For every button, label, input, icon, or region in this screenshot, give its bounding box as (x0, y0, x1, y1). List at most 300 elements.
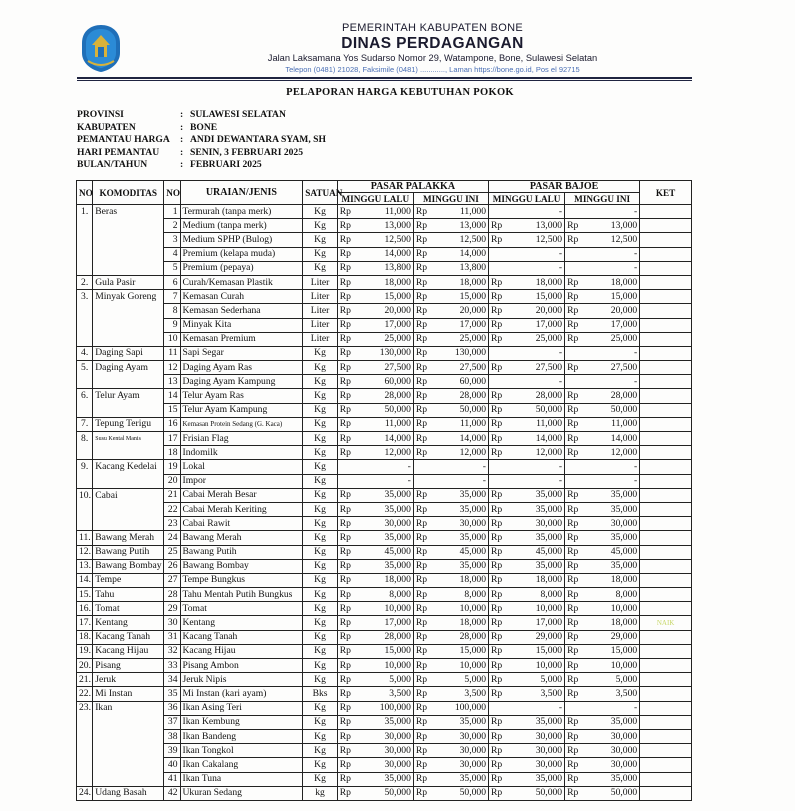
cell-price-bajoe-lalu: 35,000 (511, 488, 565, 502)
cell-price-palakka-ini: 3,500 (436, 687, 489, 701)
cell-satuan: Kg (303, 659, 338, 673)
cell-no: 13. (77, 559, 93, 573)
cell-currency: Rp (413, 573, 435, 587)
info-row-provinsi: PROVINSI : SULAWESI SELATAN (77, 109, 286, 120)
cell-currency: Rp (565, 559, 587, 573)
table-row (77, 715, 692, 729)
cell-currency: Rp (565, 758, 587, 772)
cell-currency: Rp (337, 502, 359, 516)
cell-currency: Rp (337, 446, 359, 460)
cell-ket (640, 729, 692, 743)
cell-currency: Rp (489, 233, 511, 247)
cell-no: 5. (77, 361, 93, 375)
cell-uraian: Telur Ayam Ras (180, 389, 303, 403)
cell-currency: Rp (489, 772, 511, 786)
cell-price-palakka-ini: 14,000 (436, 247, 489, 261)
cell-price-palakka-lalu: 10,000 (360, 602, 414, 616)
cell-currency: Rp (489, 588, 511, 602)
cell-currency: Rp (565, 361, 587, 375)
cell-no (77, 474, 93, 488)
cell-price-palakka-ini: 30,000 (436, 744, 489, 758)
cell-price-palakka-lalu: 35,000 (360, 559, 414, 573)
letterhead-contact: Telepon (0481) 21028, Faksimile (0481) ............, Laman https://bone.go.id, Pos el 92715 (285, 65, 580, 74)
cell-currency: Rp (565, 531, 587, 545)
cell-currency: Rp (565, 417, 587, 431)
cell-ket (640, 389, 692, 403)
table-row (77, 630, 692, 644)
cell-ket (640, 517, 692, 531)
cell-item-no: 25 (164, 545, 180, 559)
cell-no: 4. (77, 346, 93, 360)
cell-price-palakka-ini: 18,000 (436, 275, 489, 289)
info-row-pemantau: PEMANTAU HARGA : ANDI DEWANTARA SYAM, SH (77, 134, 326, 146)
cell-price-palakka-lalu: - (337, 474, 413, 488)
cell-price-bajoe-ini: 12,000 (587, 446, 640, 460)
cell-currency: Rp (489, 758, 511, 772)
cell-price-bajoe-lalu: 45,000 (511, 545, 565, 559)
cell-item-no: 16 (164, 417, 180, 431)
cell-price-bajoe-ini: 15,000 (587, 290, 640, 304)
cell-item-no: 7 (164, 290, 180, 304)
cell-komoditas: Pisang (93, 659, 164, 673)
cell-item-no: 41 (164, 772, 180, 786)
cell-price-palakka-ini: 12,000 (436, 446, 489, 460)
cell-currency: Rp (489, 318, 511, 332)
cell-satuan: Kg (303, 602, 338, 616)
table-row (77, 602, 692, 616)
letterhead-rule (77, 77, 692, 79)
cell-price-bajoe-lalu: 10,000 (511, 659, 565, 673)
cell-currency: Rp (337, 772, 359, 786)
cell-item-no: 11 (164, 346, 180, 360)
cell-ket (640, 602, 692, 616)
cell-komoditas (93, 744, 164, 758)
cell-price-palakka-ini: 35,000 (436, 531, 489, 545)
cell-currency: Rp (337, 545, 359, 559)
cell-uraian: Tahu Mentah Putih Bungkus (180, 588, 303, 602)
cell-price-palakka-lalu: 11,000 (360, 205, 414, 219)
cell-currency: Rp (413, 304, 435, 318)
cell-uraian: Cabai Merah Keriting (180, 502, 303, 516)
cell-ket (640, 772, 692, 786)
cell-currency: Rp (413, 488, 435, 502)
cell-ket (640, 488, 692, 502)
cell-komoditas: Tahu (93, 588, 164, 602)
cell-price-bajoe-ini: 35,000 (587, 772, 640, 786)
cell-currency: Rp (337, 304, 359, 318)
cell-currency: Rp (337, 573, 359, 587)
table-row (77, 304, 692, 318)
cell-ket (640, 474, 692, 488)
cell-price-bajoe-ini: 50,000 (587, 786, 640, 800)
cell-price-bajoe-ini: 50,000 (587, 403, 640, 417)
cell-price-bajoe-ini: - (565, 346, 640, 360)
cell-price-palakka-ini: 28,000 (436, 389, 489, 403)
table-row (77, 332, 692, 346)
cell-price-bajoe-ini: 5,000 (587, 673, 640, 687)
cell-uraian: Tomat (180, 602, 303, 616)
cell-komoditas: Tempe (93, 573, 164, 587)
cell-item-no: 23 (164, 517, 180, 531)
cell-currency: Rp (413, 786, 435, 800)
cell-no: 16. (77, 602, 93, 616)
table-row (77, 474, 692, 488)
cell-item-no: 17 (164, 432, 180, 446)
cell-uraian: Cabai Rawit (180, 517, 303, 531)
cell-currency: Rp (565, 588, 587, 602)
cell-price-palakka-lalu: 30,000 (360, 517, 414, 531)
cell-uraian: Kacang Tanah (180, 630, 303, 644)
table-row (77, 786, 692, 800)
cell-satuan: Kg (303, 474, 338, 488)
cell-satuan: Kg (303, 588, 338, 602)
cell-price-bajoe-lalu: 17,000 (511, 318, 565, 332)
cell-price-bajoe-lalu: 8,000 (511, 588, 565, 602)
cell-komoditas (93, 446, 164, 460)
cell-komoditas: Beras (93, 205, 164, 219)
cell-currency: Rp (337, 673, 359, 687)
cell-price-bajoe-ini: 17,000 (587, 318, 640, 332)
cell-item-no: 29 (164, 602, 180, 616)
cell-price-palakka-ini: 130,000 (436, 346, 489, 360)
cell-price-palakka-lalu: 35,000 (360, 488, 414, 502)
cell-komoditas (93, 261, 164, 275)
cell-price-bajoe-lalu: 30,000 (511, 729, 565, 743)
cell-item-no: 24 (164, 531, 180, 545)
cell-price-bajoe-lalu: 35,000 (511, 502, 565, 516)
cell-price-bajoe-lalu: 35,000 (511, 715, 565, 729)
cell-satuan: Kg (303, 389, 338, 403)
cell-currency: Rp (565, 630, 587, 644)
cell-price-palakka-ini: 8,000 (436, 588, 489, 602)
cell-uraian: Minyak Kita (180, 318, 303, 332)
cell-komoditas: Mi Instan (93, 687, 164, 701)
cell-ket (640, 375, 692, 389)
cell-price-bajoe-lalu: 30,000 (511, 758, 565, 772)
cell-price-bajoe-ini: 27,500 (587, 361, 640, 375)
cell-ket (640, 403, 692, 417)
cell-ket (640, 758, 692, 772)
cell-item-no: 26 (164, 559, 180, 573)
cell-satuan: Kg (303, 644, 338, 658)
cell-no (77, 318, 93, 332)
table-row (77, 545, 692, 559)
cell-komoditas: Kacang Tanah (93, 630, 164, 644)
cell-satuan: Kg (303, 673, 338, 687)
cell-currency: Rp (489, 332, 511, 346)
cell-currency: Rp (489, 630, 511, 644)
cell-satuan: Kg (303, 545, 338, 559)
cell-currency: Rp (337, 247, 359, 261)
cell-ket (640, 502, 692, 516)
cell-satuan: Kg (303, 531, 338, 545)
cell-price-bajoe-lalu: - (489, 247, 565, 261)
header-satuan: SATUAN (303, 181, 338, 205)
cell-item-no: 28 (164, 588, 180, 602)
cell-currency: Rp (413, 290, 435, 304)
cell-currency: Rp (565, 687, 587, 701)
header-no: NO (77, 181, 93, 205)
cell-price-palakka-ini: 25,000 (436, 332, 489, 346)
cell-price-bajoe-ini: 12,500 (587, 233, 640, 247)
cell-currency: Rp (413, 701, 435, 715)
table-row (77, 446, 692, 460)
cell-price-palakka-ini: 15,000 (436, 290, 489, 304)
cell-satuan: Kg (303, 488, 338, 502)
cell-satuan: Liter (303, 275, 338, 289)
cell-satuan: Bks (303, 687, 338, 701)
cell-satuan: Liter (303, 332, 338, 346)
cell-price-palakka-ini: 13,800 (436, 261, 489, 275)
table-row (77, 261, 692, 275)
cell-komoditas (93, 247, 164, 261)
cell-currency: Rp (337, 659, 359, 673)
cell-price-palakka-lalu: 15,000 (360, 290, 414, 304)
cell-no (77, 502, 93, 516)
cell-satuan: Kg (303, 573, 338, 587)
cell-price-bajoe-ini: 30,000 (587, 729, 640, 743)
cell-currency: Rp (489, 304, 511, 318)
cell-price-bajoe-ini: 18,000 (587, 573, 640, 587)
cell-item-no: 37 (164, 715, 180, 729)
cell-price-bajoe-lalu: - (489, 205, 565, 219)
cell-satuan: Kg (303, 361, 338, 375)
cell-currency: Rp (489, 659, 511, 673)
cell-price-bajoe-lalu: 25,000 (511, 332, 565, 346)
cell-price-bajoe-ini: 35,000 (587, 488, 640, 502)
table-row (77, 460, 692, 474)
price-table-body (77, 205, 692, 801)
cell-price-bajoe-lalu: 10,000 (511, 602, 565, 616)
cell-item-no: 38 (164, 729, 180, 743)
cell-no (77, 261, 93, 275)
cell-currency: Rp (337, 531, 359, 545)
cell-no: 6. (77, 389, 93, 403)
cell-price-bajoe-lalu: 18,000 (511, 573, 565, 587)
table-row (77, 432, 692, 446)
cell-currency: Rp (565, 233, 587, 247)
cell-komoditas: Jeruk (93, 673, 164, 687)
table-row (77, 219, 692, 233)
cell-item-no: 14 (164, 389, 180, 403)
cell-currency: Rp (565, 772, 587, 786)
cell-price-bajoe-ini: - (565, 375, 640, 389)
cell-currency: Rp (337, 588, 359, 602)
cell-satuan: Kg (303, 744, 338, 758)
cell-price-bajoe-lalu: - (489, 474, 565, 488)
cell-no: 8. (77, 432, 93, 446)
cell-price-bajoe-lalu: 18,000 (511, 275, 565, 289)
cell-ket (640, 275, 692, 289)
cell-uraian: Ikan Kembung (180, 715, 303, 729)
cell-price-palakka-ini: 17,000 (436, 318, 489, 332)
cell-currency: Rp (565, 715, 587, 729)
cell-price-palakka-ini: 5,000 (436, 673, 489, 687)
cell-price-palakka-lalu: 35,000 (360, 531, 414, 545)
cell-price-palakka-lalu: 13,000 (360, 219, 414, 233)
cell-komoditas: Udang Basah (93, 786, 164, 800)
cell-satuan: Liter (303, 318, 338, 332)
cell-currency: Rp (489, 687, 511, 701)
cell-no (77, 446, 93, 460)
cell-price-palakka-lalu: 30,000 (360, 729, 414, 743)
header-bajoe-minggu-lalu: MINGGU LALU (489, 193, 565, 205)
cell-item-no: 39 (164, 744, 180, 758)
cell-currency: Rp (413, 644, 435, 658)
cell-currency: Rp (489, 644, 511, 658)
table-row (77, 744, 692, 758)
cell-currency: Rp (489, 573, 511, 587)
cell-ket (640, 687, 692, 701)
cell-ket (640, 304, 692, 318)
table-row (77, 275, 692, 289)
cell-price-bajoe-lalu: - (489, 701, 565, 715)
cell-currency: Rp (565, 729, 587, 743)
cell-uraian: Medium (tanpa merk) (180, 219, 303, 233)
cell-currency: Rp (565, 616, 587, 630)
cell-komoditas (93, 729, 164, 743)
cell-komoditas: Bawang Merah (93, 531, 164, 545)
cell-uraian: Kentang (180, 616, 303, 630)
cell-komoditas (93, 474, 164, 488)
cell-satuan: Kg (303, 559, 338, 573)
cell-item-no: 4 (164, 247, 180, 261)
cell-currency: Rp (337, 346, 359, 360)
cell-currency: Rp (337, 332, 359, 346)
cell-satuan: Kg (303, 205, 338, 219)
cell-item-no: 10 (164, 332, 180, 346)
cell-komoditas: Tomat (93, 602, 164, 616)
cell-currency: Rp (413, 332, 435, 346)
cell-currency: Rp (489, 389, 511, 403)
cell-no (77, 744, 93, 758)
cell-price-bajoe-lalu: - (489, 346, 565, 360)
cell-komoditas (93, 772, 164, 786)
cell-uraian: Jeruk Nipis (180, 673, 303, 687)
header-uraian: URAIAN/JENIS (180, 181, 303, 205)
cell-item-no: 12 (164, 361, 180, 375)
table-row (77, 403, 692, 417)
cell-no: 14. (77, 573, 93, 587)
cell-item-no: 30 (164, 616, 180, 630)
cell-currency: Rp (565, 744, 587, 758)
cell-price-palakka-lalu: 50,000 (360, 403, 414, 417)
cell-komoditas: Bawang Bombay (93, 559, 164, 573)
cell-price-palakka-lalu: 100,000 (360, 701, 414, 715)
cell-item-no: 1 (164, 205, 180, 219)
cell-komoditas: Kacang Hijau (93, 644, 164, 658)
cell-price-bajoe-ini: 20,000 (587, 304, 640, 318)
cell-price-bajoe-lalu: 27,500 (511, 361, 565, 375)
cell-currency: Rp (413, 375, 435, 389)
cell-currency: Rp (413, 247, 435, 261)
cell-currency: Rp (489, 502, 511, 516)
cell-uraian: Premium (kelapa muda) (180, 247, 303, 261)
cell-price-palakka-lalu: 14,000 (360, 247, 414, 261)
cell-currency: Rp (413, 432, 435, 446)
cell-ket (640, 630, 692, 644)
cell-uraian: Ikan Tuna (180, 772, 303, 786)
cell-currency: Rp (337, 616, 359, 630)
cell-ket (640, 247, 692, 261)
cell-no: 21. (77, 673, 93, 687)
cell-currency: Rp (337, 205, 359, 219)
cell-komoditas: Kacang Kedelai (93, 460, 164, 474)
table-row (77, 233, 692, 247)
table-row (77, 318, 692, 332)
cell-komoditas (93, 758, 164, 772)
cell-no: 19. (77, 644, 93, 658)
cell-currency: Rp (337, 488, 359, 502)
cell-price-palakka-ini: 14,000 (436, 432, 489, 446)
cell-price-palakka-ini: 35,000 (436, 772, 489, 786)
cell-price-palakka-ini: 15,000 (436, 644, 489, 658)
cell-currency: Rp (337, 403, 359, 417)
cell-currency: Rp (337, 517, 359, 531)
cell-uraian: Daging Ayam Ras (180, 361, 303, 375)
cell-currency: Rp (337, 687, 359, 701)
cell-price-bajoe-lalu: 11,000 (511, 417, 565, 431)
cell-ket (640, 644, 692, 658)
cell-price-bajoe-ini: 45,000 (587, 545, 640, 559)
cell-price-palakka-lalu: 18,000 (360, 573, 414, 587)
cell-no: 20. (77, 659, 93, 673)
cell-ket (640, 701, 692, 715)
cell-currency: Rp (413, 715, 435, 729)
cell-komoditas: Cabai (93, 488, 164, 502)
cell-currency: Rp (565, 332, 587, 346)
cell-satuan: Kg (303, 261, 338, 275)
cell-price-palakka-lalu: 35,000 (360, 772, 414, 786)
cell-currency: Rp (413, 403, 435, 417)
header-pasar-bajoe: PASAR BAJOE (489, 181, 640, 193)
cell-currency: Rp (413, 772, 435, 786)
cell-price-palakka-lalu: 28,000 (360, 389, 414, 403)
cell-no: 15. (77, 588, 93, 602)
cell-komoditas: Minyak Goreng (93, 290, 164, 304)
cell-currency: Rp (565, 389, 587, 403)
cell-price-palakka-lalu: 30,000 (360, 744, 414, 758)
cell-no: 10. (77, 488, 93, 502)
cell-currency: Rp (489, 432, 511, 446)
cell-no: 11. (77, 531, 93, 545)
cell-price-bajoe-ini: 15,000 (587, 644, 640, 658)
cell-item-no: 22 (164, 502, 180, 516)
cell-ket (640, 417, 692, 431)
cell-currency: Rp (413, 744, 435, 758)
cell-item-no: 18 (164, 446, 180, 460)
cell-currency: Rp (413, 233, 435, 247)
cell-currency: Rp (413, 502, 435, 516)
cell-item-no: 5 (164, 261, 180, 275)
cell-uraian: Ikan Cakalang (180, 758, 303, 772)
cell-no: 23. (77, 701, 93, 715)
cell-price-bajoe-lalu: 35,000 (511, 559, 565, 573)
table-row (77, 616, 692, 630)
cell-currency: Rp (337, 219, 359, 233)
cell-price-palakka-ini: 35,000 (436, 715, 489, 729)
cell-ket (640, 446, 692, 460)
cell-currency: Rp (337, 729, 359, 743)
cell-no: 12. (77, 545, 93, 559)
cell-currency: Rp (565, 290, 587, 304)
cell-satuan: Kg (303, 502, 338, 516)
cell-uraian: Curah/Kemasan Plastik (180, 275, 303, 289)
cell-uraian: Kemasan Protein Sedang (G. Kaca) (180, 417, 303, 431)
header-bajoe-minggu-ini: MINGGU INI (565, 193, 640, 205)
cell-price-palakka-ini: 18,000 (436, 573, 489, 587)
cell-satuan: Kg (303, 460, 338, 474)
